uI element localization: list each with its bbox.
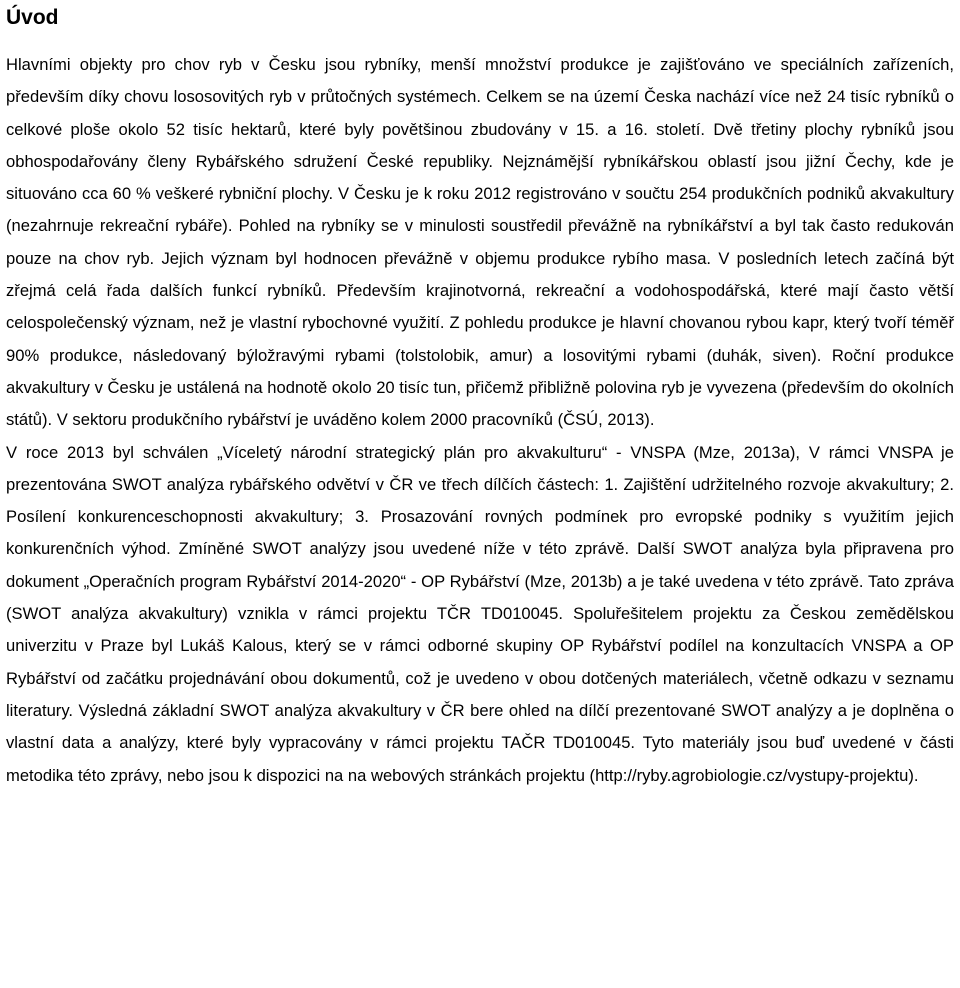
document-page [6, 0, 954, 792]
sentence: Další SWOT analýza byla připravena pro dokument „Operačních program Rybářství 2014-2020“ - OP Rybářství (Mze, 2013b) a je také uvedena v této zprávě. [6, 539, 954, 591]
paragraph [6, 437, 954, 792]
sentence: Především krajinotvorná, rekreační a vodohospodářská, které mají často větší celospolečenský význam, než je vlastní rybochovné využití. [6, 281, 954, 333]
sentence: V sektoru produkčního rybářství je uváděno kolem 2000 pracovníků (ČSÚ, 2013). [56, 410, 655, 430]
sentence: Hlavními objekty pro chov ryb v Česku jsou rybníky, menší množství produkce je zajišťováno ve speciálních zařízeních, především díky chovu lososovitých ryb v průtočných systémech. [6, 55, 954, 107]
sentence: Tato zpráva (SWOT analýza akvakultury) vznikla v rámci projektu TČR TD010045. [6, 571, 955, 624]
sentence: Jejich význam byl hodnocen převážně v objemu produkce rybího masa. [161, 248, 712, 268]
sentence: Nejznámější rybníkářskou oblastí jsou jižní Čechy, kde je situováno cca 60 % veškeré rybniční plochy. [6, 151, 954, 204]
sentence: Tyto materiály jsou buď uvedené v části metodika této zprávy, nebo jsou k dispozici na na webových stránkách projektu (http://ryby.agrobiologie.cz/vystupy-projektu). [6, 733, 954, 785]
sentence: Pohled na rybníky se v minulosti soustředil převážně na rybníkářství a byl tak často redukován pouze na chov ryb. [6, 216, 954, 268]
sentence: Výsledná základní SWOT analýza akvakultury v ČR bere ohled na dílčí prezentované SWOT analýzy a je doplněna o vlastní data a analýzy, které byly vypracovány v rámci projektu TAČR TD010045. [6, 700, 954, 753]
section-heading: Úvod [6, 6, 59, 29]
sentence: Dvě třetiny plochy rybníků jsou obhospodařovány členy Rybářského sdružení České republiky. [6, 119, 954, 171]
sentence: V posledních letech začíná být zřejmá celá řada dalších funkcí rybníků. [6, 248, 954, 301]
sentence: V Česku je k roku 2012 registrováno v součtu 254 produkčních podniků akvakultury (nezahrnuje rekreační rybáře). [6, 184, 954, 236]
sentence: Roční produkce akvakultury v Česku je ustálená na hodnotě okolo 20 tisíc tun, přičemž přibližně polovina ryb je vyvezena (především do okolních států). [6, 345, 954, 430]
sentence: Spoluřešitelem projektu za Českou zemědělskou univerzitu v Praze byl Lukáš Kalous, který se v rámci odborné skupiny OP Rybářství podílel na konzultacích VNSPA a OP Rybářství od začátku projednávání obou dokumentů, což je uvedeno v obou dotčených materiálech, včetně odkazu v seznamu literatury. [6, 604, 954, 720]
sentence: V rámci VNSPA je prezentována SWOT analýza rybářského odvětví v ČR ve třech dílčích částech: 1. Zajištění udržitelného rozvoje akvakultury; 2. Posílení konkurenceschopnosti akvakultury; 3. Prosazování rovných podmínek pro evropské podniky s využitím jejich konkurenčních výhod. [6, 442, 954, 559]
sentence: Celkem se na území Česka nachází více než 24 tisíc rybníků o celkové ploše okolo 52 tisíc hektarů, které byly povětšinou zbudovány v 15. a 16. století. [6, 87, 954, 139]
body-text [6, 49, 954, 792]
sentence: Z pohledu produkce je hlavní chovanou rybou kapr, který tvoří téměř 90% produkce, následovaný býložravými rybami (tolstolobik, amur) a losovitými rybami (duhák, siven). [6, 313, 954, 365]
sentence: V roce 2013 byl schválen „Víceletý národní strategický plán pro akvakulturu“ - VNSPA (Mze, 2013a), [6, 442, 800, 462]
sentence: Zmíněné SWOT analýzy jsou uvedené níže v této zprávě. [178, 539, 630, 559]
paragraph [6, 49, 954, 437]
